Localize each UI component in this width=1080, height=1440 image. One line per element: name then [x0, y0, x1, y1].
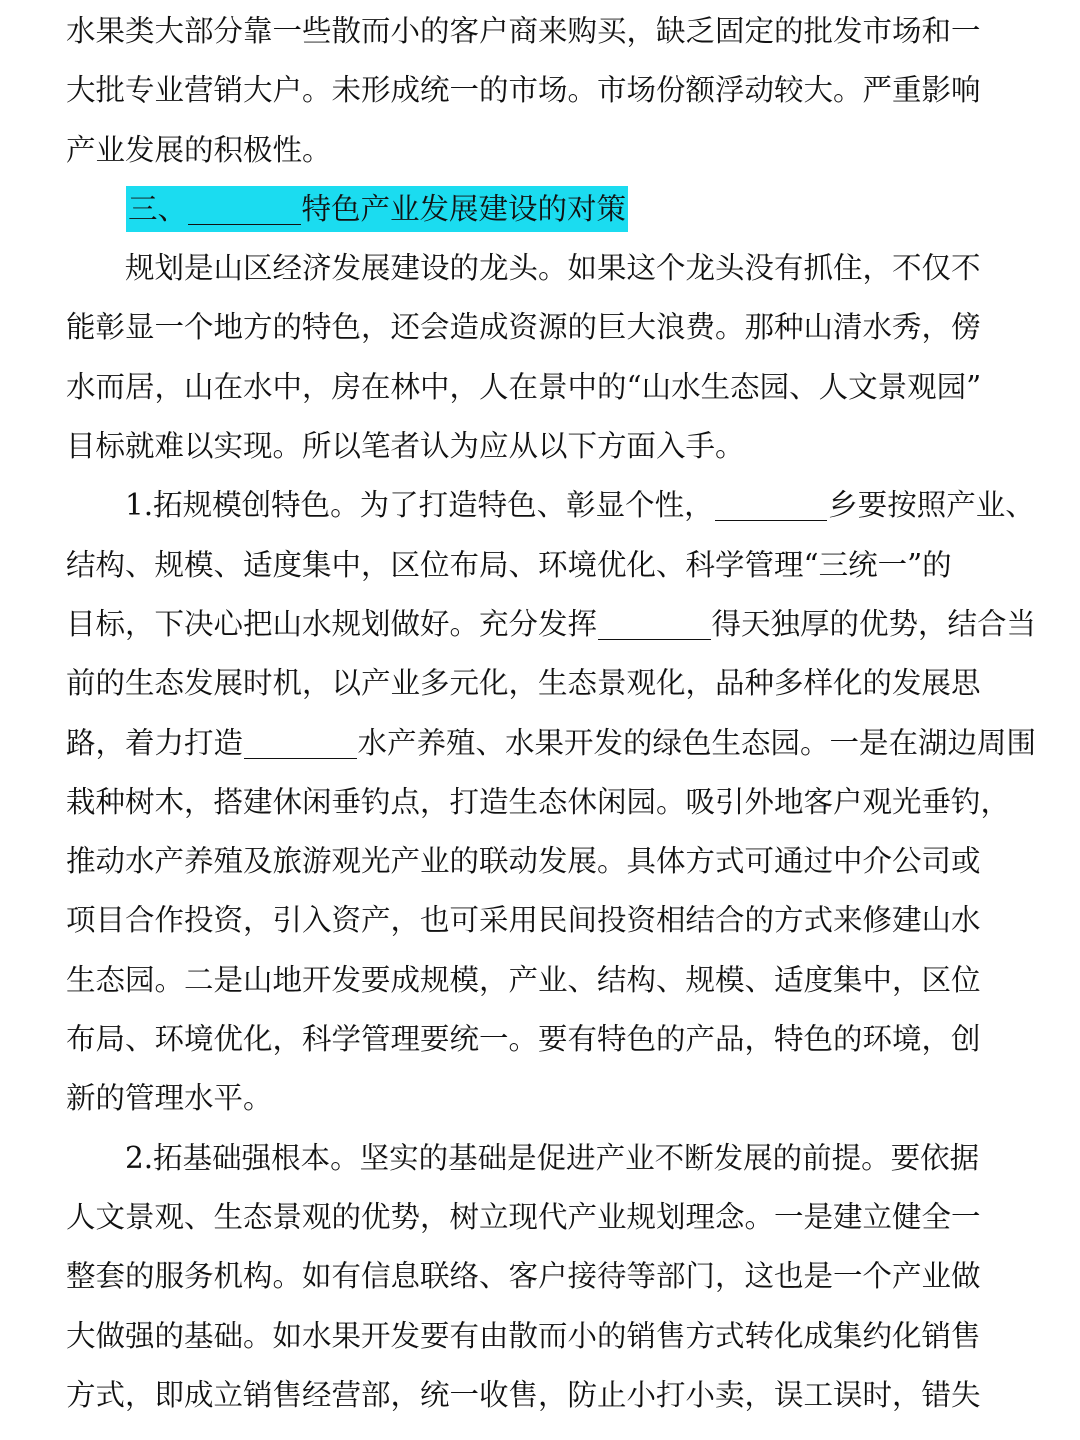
text-line-24: 方式，即成立销售经营部，统一收售，防止小打小卖，误工误时，错失: [66, 1377, 981, 1412]
text-line-15: 推动水产养殖及旅游观光产业的联动发展。具体方式可通过中介公司或: [66, 844, 981, 879]
text-line-5: 规划是山区经济发展建设的龙头。如果这个龙头没有抓住，不仅不: [66, 251, 981, 286]
text-line-22: 整套的服务机构。如有信息联络、客户接待等部门，这也是一个产业做: [66, 1259, 981, 1294]
text-line-16: 项目合作投资，引入资产，也可采用民间投资相结合的方式来修建山水: [66, 903, 981, 938]
fill-in-blank: [244, 728, 357, 759]
section-heading: 三、 特色产业发展建设的对策: [126, 186, 628, 232]
text-line-18: 布局、环境优化，科学管理要统一。要有特色的产品，特色的环境，创: [66, 1022, 981, 1057]
text-line-14: 栽种树木，搭建休闲垂钓点，打造生态休闲园。吸引外地客户观光垂钓，: [66, 784, 1011, 819]
text-line-21: 人文景观、生态景观的优势，树立现代产业规划理念。一是建立健全一: [66, 1199, 981, 1234]
text-line-23: 大做强的基础。如水果开发要有由散而小的销售方式转化成集约化销售: [66, 1318, 981, 1353]
text-line-13: 路，着力打造 水产养殖、水果开发的绿色生态园。一是在湖边周围: [66, 725, 1037, 760]
text-line-3: 产业发展的积极性。: [66, 132, 332, 167]
text-line-11: 目标，下决心把山水规划做好。充分发挥 得天独厚的优势，结合当: [66, 606, 1037, 641]
text-line-9: 1.拓规模创特色。为了打造特色、彰显个性， 乡要按照产业、: [66, 488, 1035, 523]
text-line-7: 水而居，山在水中，房在林中，人在景中的“山水生态园、人文景观园”: [66, 369, 982, 404]
text-line-17: 生态园。二是山地开发要成规模，产业、结构、规模、适度集中，区位: [66, 962, 981, 997]
fill-in-blank: [188, 194, 301, 225]
text-line-10: 结构、规模、适度集中，区位布局、环境优化、科学管理“三统一”的: [66, 547, 952, 582]
text-line-2: 大批专业营销大户。未形成统一的市场。市场份额浮动较大。严重影响: [66, 73, 981, 108]
text-line-19: 新的管理水平。: [66, 1081, 273, 1116]
text-line-8: 目标就难以实现。所以笔者认为应从以下方面入手。: [66, 429, 745, 464]
fill-in-blank: [715, 490, 828, 521]
text-line-12: 前的生态发展时机，以产业多元化，生态景观化，品种多样化的发展思: [66, 666, 981, 701]
text-line-6: 能彰显一个地方的特色，还会造成资源的巨大浪费。那种山清水秀，傍: [66, 310, 981, 345]
fill-in-blank: [598, 609, 711, 640]
section-heading-row: [66, 180, 1014, 239]
text-line-1: 水果类大部分靠一些散而小的客户商来购买，缺乏固定的批发市场和一: [66, 14, 981, 48]
text-line-20: 2.拓基础强根本。坚实的基础是促进产业不断发展的前提。要依据: [66, 1140, 980, 1175]
